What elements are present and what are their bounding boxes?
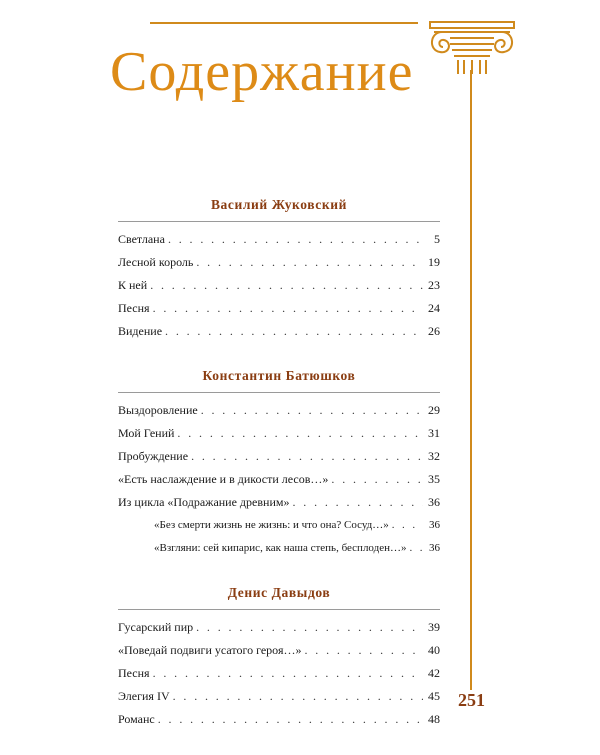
- toc-entry[interactable]: [118, 639, 440, 662]
- toc-section: [118, 196, 440, 343]
- entry-title: Видение: [118, 324, 163, 338]
- entry-title: Светлана: [118, 232, 165, 246]
- entry-title: Пробуждение: [118, 449, 189, 463]
- entry-title: «Взгляни: сей кипарис, как наша степь, бесплоден…»: [154, 542, 407, 554]
- entry-page: 5: [434, 232, 440, 246]
- section-divider: [118, 221, 440, 222]
- entry-title: «Есть наслаждение и в дикости лесов…»: [118, 472, 329, 486]
- dot-leader: [153, 297, 423, 320]
- toc-entry[interactable]: [118, 228, 440, 251]
- toc-entry[interactable]: [118, 616, 440, 639]
- top-rule: [150, 22, 418, 24]
- dot-leader: [304, 639, 423, 662]
- dot-leader: [165, 320, 423, 343]
- entry-page: 42: [428, 666, 440, 680]
- entry-page: 48: [428, 712, 440, 726]
- toc-entry[interactable]: [118, 468, 440, 491]
- toc-entry[interactable]: [118, 491, 440, 514]
- dot-leader: [331, 468, 423, 491]
- entry-title: «Поведай подвиги усатого героя…»: [118, 643, 302, 657]
- dot-leader: [150, 274, 423, 297]
- entry-title: Романс: [118, 712, 155, 726]
- dot-leader: [392, 514, 423, 537]
- entry-page: 31: [428, 426, 440, 440]
- toc-entry[interactable]: [118, 320, 440, 343]
- toc-entry[interactable]: [118, 662, 440, 685]
- entry-page: 35: [428, 472, 440, 486]
- dot-leader: [168, 228, 423, 251]
- toc-entry[interactable]: [118, 251, 440, 274]
- toc-subentry[interactable]: [118, 514, 440, 537]
- dot-leader: [196, 616, 423, 639]
- entry-page: 26: [428, 324, 440, 338]
- entry-page: 36: [429, 542, 440, 554]
- ionic-capital-icon: [424, 20, 520, 74]
- section-divider: [118, 609, 440, 610]
- page-title: Содержание: [110, 41, 414, 103]
- entry-title: Песня: [118, 666, 150, 680]
- side-rule: [470, 70, 472, 690]
- toc-entry[interactable]: [118, 422, 440, 445]
- entry-title: Лесной король: [118, 255, 194, 269]
- dot-leader: [196, 251, 423, 274]
- entry-title: Выздоровление: [118, 403, 198, 417]
- dot-leader: [158, 708, 423, 731]
- entry-page: 39: [428, 620, 440, 634]
- entry-title: Песня: [118, 301, 150, 315]
- author-heading: Василий Жуковский: [210, 197, 348, 212]
- entry-title: «Без смерти жизнь не жизнь: и что она? Сосуд…»: [154, 519, 389, 531]
- dot-leader: [409, 537, 423, 560]
- dot-leader: [173, 685, 423, 708]
- toc-entry[interactable]: [118, 708, 440, 731]
- toc-entry[interactable]: [118, 399, 440, 422]
- entry-title: Гусарский пир: [118, 620, 194, 634]
- entry-page: 29: [428, 403, 440, 417]
- dot-leader: [191, 445, 423, 468]
- dot-leader: [153, 662, 423, 685]
- entry-title: Мой Гений: [118, 426, 175, 440]
- toc-entry[interactable]: [118, 274, 440, 297]
- entry-title: Элегия IV: [118, 689, 170, 703]
- section-divider: [118, 392, 440, 393]
- dot-leader: [292, 491, 423, 514]
- toc-entry[interactable]: [118, 445, 440, 468]
- dot-leader: [201, 399, 423, 422]
- dot-leader: [177, 422, 423, 445]
- entry-title: К ней: [118, 278, 148, 292]
- author-heading: Константин Батюшков: [202, 368, 356, 383]
- page-number: 251: [458, 690, 485, 710]
- entry-title: Из цикла «Подражание древним»: [118, 495, 290, 509]
- author-heading: Денис Давыдов: [227, 585, 331, 600]
- entry-page: 36: [428, 495, 440, 509]
- toc-entry[interactable]: [118, 685, 440, 708]
- toc-section: [118, 584, 440, 731]
- entry-page: 24: [428, 301, 440, 315]
- entry-page: 40: [428, 643, 440, 657]
- entry-page: 45: [428, 689, 440, 703]
- toc-entry[interactable]: [118, 297, 440, 320]
- entry-page: 32: [428, 449, 440, 463]
- table-of-contents: [118, 196, 440, 755]
- toc-subentry[interactable]: [118, 537, 440, 560]
- entry-page: 19: [428, 255, 440, 269]
- entry-page: 23: [428, 278, 440, 292]
- entry-page: 36: [429, 519, 440, 531]
- toc-section: [118, 367, 440, 560]
